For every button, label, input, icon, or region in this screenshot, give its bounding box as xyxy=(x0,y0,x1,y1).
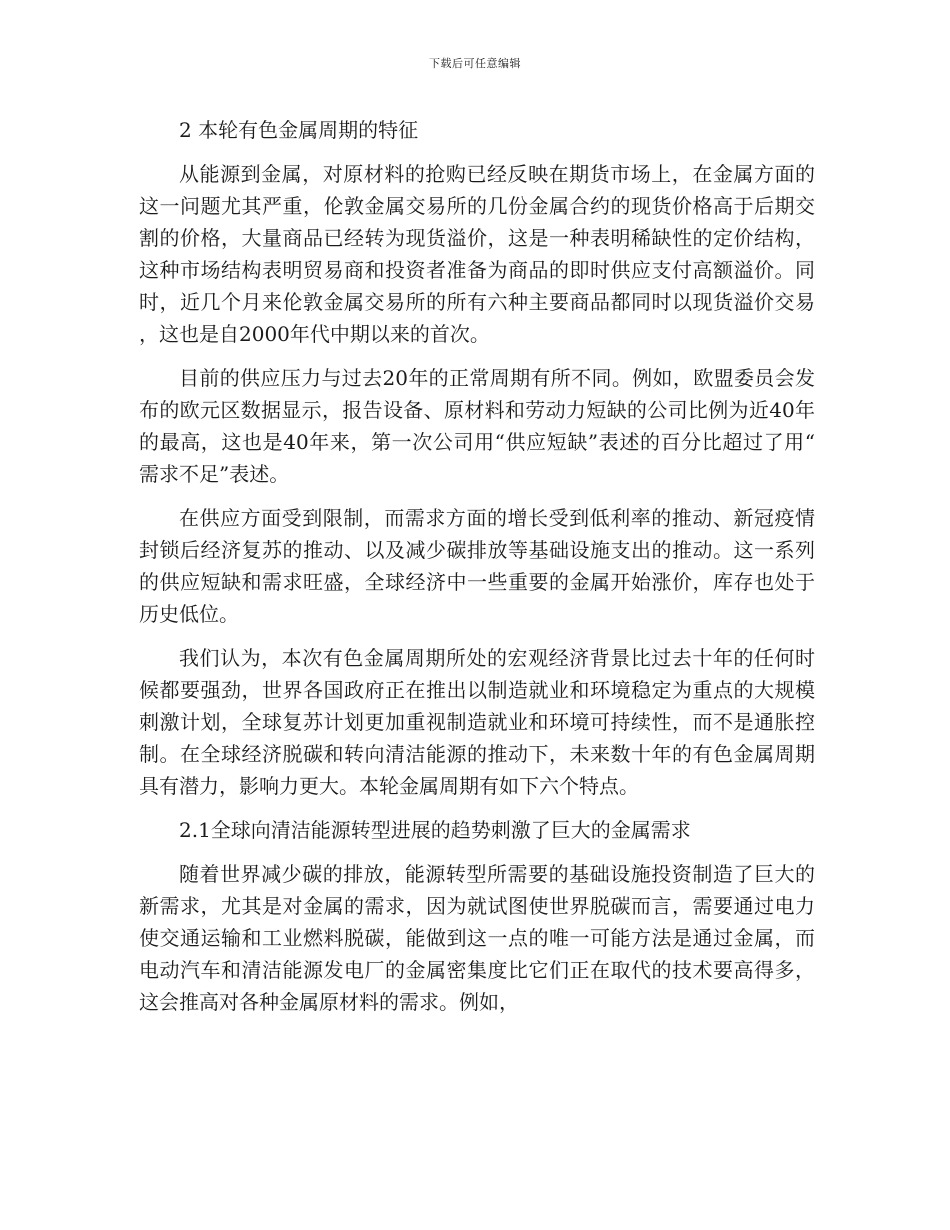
paragraph-macro-background: 我们认为，本次有色金属周期所处的宏观经济背景比过去十年的任何时候都要强劲，世界各国政府正在推出以制造就业和环境稳定为重点的大规模刺激计划，全球复苏计划更加重视制造就业和环境可持续性，而不是通胀控制。在全球经济脱碳和转向清洁能源的推动下，未来数十年的有色金属周期具有潜力，影响力更大。本轮金属周期有如下六个特点。 xyxy=(139,646,815,798)
section-heading: 2 本轮有色金属周期的特征 xyxy=(179,118,419,142)
paragraph-supply-demand: 在供应方面受到限制，而需求方面的增长受到低利率的推动、新冠疫情封锁后经济复苏的推动、以及减少碳排放等基础设施支出的推动。这一系列的供应短缺和需求旺盛，全球经济中一些重要的金属开始涨价，库存也处于历史低位。 xyxy=(139,506,815,626)
paragraph-energy-transition: 随着世界减少碳的排放，能源转型所需要的基础设施投资制造了巨大的新需求，尤其是对金属的需求，因为就试图使世界脱碳而言，需要通过电力使交通运输和工业燃料脱碳，能做到这一点的唯一可能方法是通过金属，而电动汽车和清洁能源发电厂的金属密集度比它们正在取代的技术要高得多，这会推高对各种金属原材料的需求。例如， xyxy=(139,862,815,1014)
page-header: 下载后可任意编辑 xyxy=(429,57,521,70)
subsection-heading: 2.1全球向清洁能源转型进展的趋势刺激了巨大的金属需求 xyxy=(179,818,691,842)
paragraph-supply-squeeze: 从能源到金属，对原材料的抢购已经反映在期货市场上，在金属方面的这一问题尤其严重，伦敦金属交易所的几份金属合约的现货价格高于后期交割的价格，大量商品已经转为现货溢价，这是一种表明稀缺性的定价结构，这种市场结构表明贸易商和投资者准备为商品的即时供应支付高额溢价。同时，近几个月来伦敦金属交易所的所有六种主要商品都同时以现货溢价交易，这也是自2000年代中期以来的首次。 xyxy=(139,162,815,346)
document-body xyxy=(139,114,815,1030)
paragraph-supply-pressure: 目前的供应压力与过去20年的正常周期有所不同。例如，欧盟委员会发布的欧元区数据显示，报告设备、原材料和劳动力短缺的公司比例为近40年的最高，这也是40年来，第一次公司用“供应短缺”表述的百分比超过了用“需求不足”表述。 xyxy=(139,366,815,486)
